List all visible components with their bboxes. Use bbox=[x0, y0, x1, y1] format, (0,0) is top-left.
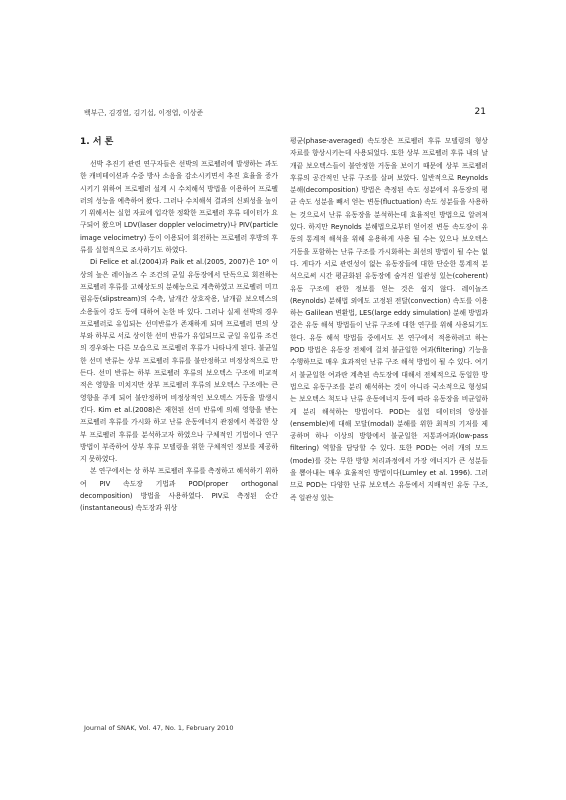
paragraph: Di Felice et al.(2004)과 Paik et al.(2005, 2007)은 10⁶ 이상의 높은 레이놀즈 수 조건의 균일 유동장에서 단독으로 회전하는 프로펠러 후류를 고해상도의 분해능으로 계측하였고 프로펠러 미끄럼유동(slipstream)의 수축, 날개간 상호작용, 날개끝 보오텍스의 소용돌이 강도 등에 대하여 논한 바 있다. 그러나 실제 선박의 경우 프로펠러로 유입되는 선미반류가 존재하게 되며 프로펠러 면의 상부와 하부로 서로 상이한 선미 반류가 유입되므로 균일 유입류 조건의 경우와는 다른 모습으로 프로펠러 후류가 나타나게 된다. 불균일한 선미 반류는 상부 프로펠러 후류를 불안정하고 비정상적으로 만든다. 선미 반류는 하부 프로펠러 후류의 보오텍스 구조에 비교적 적은 영향을 미치지만 상부 프로펠러 후류의 보오텍스 구조에는 큰 영향을 주게 되어 불안정하며 비정상적인 보오텍스 거동을 발생시킨다. Kim et al.(2008)은 재현된 선미 반류에 의해 영향을 받는 프로펠러 후류를 가시화 하고 난류 운동에너지 관점에서 복잡한 상부 프로펠러 후류를 분석하고자 하였으나 구체적인 기법이나 연구 방법이 부족하여 상부 후류 모델링을 위한 구체적인 정보를 제공하지 못하였다. bbox=[80, 258, 278, 464]
left-column bbox=[80, 135, 278, 515]
page-number: 21 bbox=[474, 107, 486, 117]
paragraph: 선박 추진기 관련 연구자들은 선박의 프로펠러에 발생하는 과도한 캐비테이션과 수중 방사 소음을 감소시키면서 추진 효율을 증가시키기 위하여 프로펠러 설계 시 수치해석 방법을 이용하여 프로펠러의 성능을 예측하여 왔다. 그러나 수치해석 결과의 신뢰성을 높이기 위해서는 실험 자료에 입각한 정확한 프로펠러 후류 데이터가 요구되어 왔으며 LDV(laser doppler velocimetry)나 PIV(particle image velocimetry) 등이 이용되어 회전하는 프로펠러 후방의 후류를 실험적으로 조사하기도 하였다. bbox=[80, 160, 278, 255]
right-column bbox=[290, 135, 488, 504]
page-header bbox=[84, 108, 486, 120]
paragraph: 평균(phase-averaged) 속도장은 프로펠러 후류 모델링의 형상 자료를 향상시키는데 사용되었다. 또한 상부 프로펠러 후류 내의 날개끝 보오텍스들이 불안정한 거동을 보이기 때문에 상부 프로펠러 후류의 공간적인 난류 구조를 살펴 보았다. 일반적으로 Reynolds 분해(decomposition) 방법은 측정된 속도 성분에서 유동장의 평균 속도 성분을 빼서 얻는 변동(fluctuation) 속도 성분들을 사용하는 것으로서 난류 유동장을 분석하는데 효율적인 방법으로 알려져 있다. 하지만 Reynolds 분해법으로부터 얻어진 변동 속도장이 유동의 통계적 해석을 위해 유용하게 사용 될 수는 있으나 보오텍스 거동을 포함하는 난류 구조를 가시화하는 최선의 방법이 될 수는 없다. 게다가 서로 관련성이 없는 유동장들에 대한 단순한 통계적 분석으로써 시간 평균화된 유동장에 숨겨진 일관성 있는(coherent) 유동 구조에 관한 정보를 얻는 것은 쉽지 않다. 레이놀즈(Reynolds) 분해법 외에도 고정된 전달(convection) 속도를 이용하는 Galilean 변환법, LES(large eddy simulation) 분해 방법과 같은 유동 해석 방법들이 난류 구조에 대한 연구를 위해 사용되기도 한다. 유동 해석 방법들 중에서도 본 연구에서 적용하려고 하는 POD 방법은 유동장 전체에 걸쳐 불균일한 여과(filtering) 기능을 수행하므로 매우 효과적인 난류 구조 해석 방법이 될 수 있다. 여기서 불균일한 여과란 계측된 속도장에 대해서 전체적으로 동일한 방법으로 유동구조를 분리 해석하는 것이 아니라 국소적으로 형성되는 보오텍스 척도나 난류 운동에너지 등에 따라 유동장을 비균일하게 분리 해석하는 방법이다. POD는 실험 데이터의 앙상블(ensemble)에 대해 모달(modal) 분해를 위한 최적의 기저를 제공하며 하나 이상의 방향에서 불균일한 저통과여과(low-pass filtering) 역할을 담당할 수 있다. 또한 POD는 여러 개의 모드(mode)를 갖는 무한 방향 처리과정에서 가장 에너지가 큰 성분들을 뽑아내는 매우 효율적인 방법이다(Lumley et al. 1996). 그러므로 POD는 다양한 난류 보오텍스 유동에서 지배적인 유동 구조, 즉 일관성 있는 bbox=[290, 137, 488, 502]
running-authors: 백부근, 김경열, 김기섭, 이정엽, 이상준 bbox=[84, 109, 204, 117]
paragraph: 본 연구에서는 상 하부 프로펠러 후류를 측정하고 해석하기 위하여 PIV 속도장 기법과 POD(proper orthogonal decomposition) 방법을 사용하였다. PIV로 측정된 순간(instantaneous) 속도장과 위상 bbox=[80, 467, 278, 513]
journal-footer: Journal of SNAK, Vol. 47, No. 1, February 2010 bbox=[84, 724, 234, 732]
section-title: 1. 서 론 bbox=[80, 137, 114, 147]
